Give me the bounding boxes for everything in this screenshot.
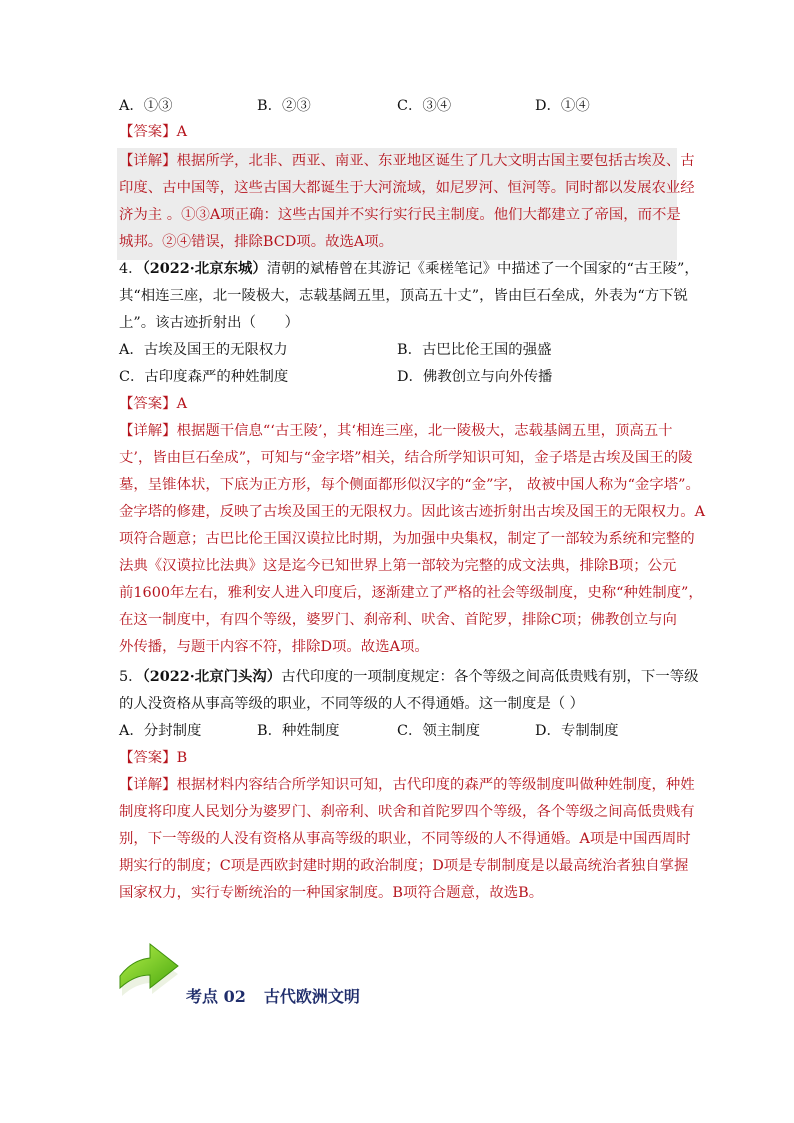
q4-detail-line: 在这一制度中，有四个等级，婆罗门、刹帝利、吠舍、首陀罗，排除C项；佛教创立与向 [119,612,677,628]
q3-detail-line [119,151,695,171]
q3-detail-line: 济为主 。①③A项正确：这些古国并不实行实行民主制度。他们大都建立了帝国，而不是 [119,207,681,223]
q5-option-a: A．分封制度 [119,723,202,739]
answer-value: A [176,124,187,140]
answer-tag: 【答案】 [119,750,177,766]
section-heading [186,984,360,1007]
q3-option-d: D．①④ [535,98,590,114]
q4-detail-line: 金字塔的修建，反映了古埃及国王的无限权力。因此该古迹折射出古埃及国王的无限权力。A [119,504,706,520]
q5-detail-line: 别，下一等级的人没有资格从事高等级的职业，不同等级的人不得通婚。A项是中国西周时 [119,831,691,847]
answer-value: A [176,396,187,412]
q5-stem [119,667,699,687]
q5-option-b: B．种姓制度 [257,723,340,739]
q4-detail-line: 前1600年左右，雅利安人进入印度后，逐渐建立了严格的社会等级制度，史称“种姓制度”， [119,585,703,601]
question-number: 4． [119,261,143,277]
section-title: 古代欧洲文明 [263,987,360,1006]
detail-text: 根据题干信息“‘古王陵’，其‘相连三座，北一陵极大，志载基阔五里，顶高五十 [176,423,673,439]
q4-answer [119,394,187,414]
detail-tag: 【详解】 [119,423,177,439]
q5-option-d: D．专制制度 [535,723,619,739]
detail-text: 根据所学，北非、西亚、南亚、东亚地区诞生了几大文明古国主要包括古埃及、古 [176,153,695,169]
q4-detail-line [119,421,673,441]
question-number: 5． [119,669,143,685]
detail-text: 根据材料内容结合所学知识可知，古代印度的森严的等级制度叫做种姓制度，种姓 [176,777,695,793]
detail-tag: 【详解】 [119,777,177,793]
answer-tag: 【答案】 [119,396,177,412]
q4-option-c: C．古印度森严的种姓制度 [119,369,289,385]
answer-tag: 【答案】 [119,124,177,140]
q5-detail-line: 国家权力，实行专断统治的一种国家制度。B项符合题意，故选B。 [119,885,544,901]
q4-option-a: A．古埃及国王的无限权力 [119,342,288,358]
q3-option-b: B．②③ [257,98,311,114]
q5-option-c: C．领主制度 [397,723,480,739]
q5-detail-line: 制度将印度人民划分为婆罗门、刹帝利、吠舍和首陀罗四个等级，各个等级之间高低贵贱有 [119,804,695,820]
question-source: （2022·北京门头沟） [142,668,282,685]
question-source: （2022·北京东城） [142,260,267,277]
stem-text: 清朝的斌椿曾在其游记《乘槎笔记》中描述了一个国家的“古王陵”， [266,261,699,277]
answer-value: B [176,750,188,766]
q5-answer [119,748,187,768]
q4-option-b: B．古巴比伦王国的强盛 [397,342,552,358]
green-arrow-icon [118,938,182,1004]
q4-detail-line: 外传播，与题干内容不符，排除D项。故选A项。 [119,639,429,655]
q3-detail-line: 城邦。②④错误，排除BCD项。故选A项。 [119,234,394,250]
q5-stem-line: 的人没资格从事高等级的职业，不同等级的人不得通婚。这一制度是（ ） [119,696,585,712]
q3-detail-line: 印度、古中国等，这些古国大都诞生于大河流域，如尼罗河、恒河等。同时都以发展农业经 [119,180,695,196]
q3-option-c: C．③④ [397,98,452,114]
q5-detail-line [119,775,695,795]
q4-detail-line: 法典《汉谟拉比法典》这是迄今已知世界上第一部较为完整的成文法典，排除B项；公元 [119,558,677,574]
stem-text: 古代印度的一项制度规定：各个等级之间高低贵贱有别，下一等级 [281,669,699,685]
q4-stem-line: 其“相连三座，北一陵极大，志载基阔五里，顶高五十丈”，皆由巨石垒成，外表为“方下锐 [119,288,688,304]
q5-detail-line: 期实行的制度；C项是西欧封建时期的政治制度；D项是专制制度是以最高统治者独自掌握 [119,858,689,874]
detail-tag: 【详解】 [119,153,177,169]
q4-stem [119,259,699,279]
q3-option-a: A．①③ [119,98,173,114]
q4-detail-line: 丈’，皆由巨石垒成”，可知与“金字塔”相关，结合所学知识可知，金子塔是古埃及国王的陵 [119,450,693,466]
q4-detail-line: 墓，呈锥体状，下底为正方形，每个侧面都形似汉字的“金”字， 故被中国人称为“金字塔”。 [119,477,700,493]
q4-detail-line: 项符合题意；古巴比伦王国汉谟拉比时期，为加强中央集权，制定了一部较为系统和完整的 [119,531,695,547]
q3-answer [119,122,187,142]
q4-stem-line: 上”。该古迹折射出（ ） [119,315,300,331]
q4-option-d: D．佛教创立与向外传播 [397,369,553,385]
section-label: 考点 02 [186,987,246,1006]
